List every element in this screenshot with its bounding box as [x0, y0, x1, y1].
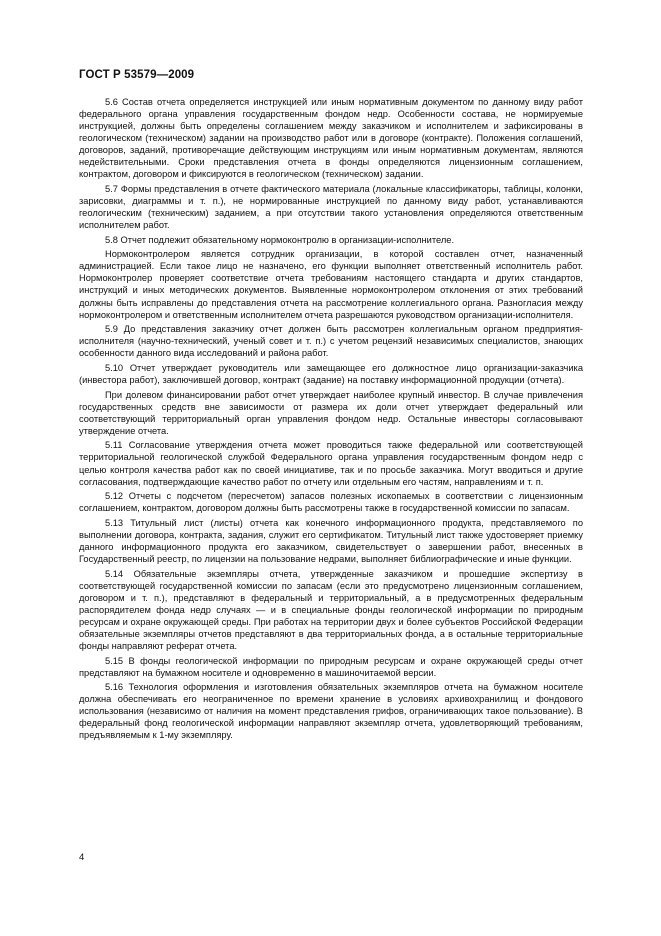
- paragraph-shared-financing: При долевом финансировании работ отчет утверждает наиболее крупный инвестор. В случае привлечения государственных средств вне зависимости от размера их доли отчет утверждает федеральный или соответствующий территориальный орган управления фондом недр. Остальные инвесторы согласовывают утверждение отчета.: [79, 389, 583, 436]
- page-number: 4: [79, 852, 85, 863]
- paragraph-5-16: 5.16 Технология оформления и изготовления обязательных экземпляров отчета на бумажном носителе должна обеспечивать его неограниченное по времени хранение в условиях архивохранилищ и фондового использования (независимо от наличия на момент представления грифов, ограничивающих такое пользование). В федеральный фонд геологической информации направляют экземпляр отчета, удовлетворяющий требованиям, предъявляемым к 1-му экземпляру.: [79, 682, 583, 741]
- paragraph-5-8: 5.8 Отчет подлежит обязательному нормоконтролю в организации-исполнителе.: [105, 234, 455, 245]
- paragraph-5-13: 5.13 Титульный лист (листы) отчета как конечного информационного продукта, представляемого по выполнении договора, контракта, задания, служит его сертификатом. Титульный лист также удостоверяет приемку данного информационного продукта его заказчиком, свидетельствует о завершении работ, внесенных в Государственный реестр, по лицензии на пользование недрами, выполняет библиографические и иные функции.: [79, 517, 583, 565]
- paragraph-5-9: 5.9 До представления заказчику отчет должен быть рассмотрен коллегиальным органом предприятия-исполнителя (научно-технический, ученый совет и т. п.) с учетом рецензий независимых специалистов, знающих особенности данного вида исследований и района работ.: [79, 324, 583, 359]
- paragraph-5-6: 5.6 Состав отчета определяется инструкцией или иным нормативным документом по данному виду работ федерального органа управления государственным фондом недр. Особенности состава, не нормируемые инструкцией, должны быть определены соглашением между заказчиком и исполнителем и зафиксированы в геологическом (техническом) задании на производство работ или в договоре (контракте). Положения соглашений, договоров, заданий, противоречащие действующим инструкциям или иным нормативным документам, являются недействительными. Сроки представления отчета в фонды определяются лицензионным соглашением, контрактом, договором и фиксируются в геологическом (техническом) задании.: [79, 97, 583, 180]
- paragraph-5-15: 5.15 В фонды геологической информации по природным ресурсам и охране окружающей среды отчет представляют на бумажном носителе и одновременно в машиночитаемой версии.: [79, 655, 583, 678]
- paragraph-5-14: 5.14 Обязательные экземпляры отчета, утвержденные заказчиком и прошедшие экспертизу в соответствующей государственной комиссии по запасам (если это предусмотрено лицензионным соглашением, договором и т. п.), представляют в федеральный и территориальный, а в предусмотренных федеральным распорядителем фонда недр случаях — и в специальные фонды геологической информации по природным ресурсам и охране окружающей среды. При работах на территории двух и более субъектов Российской Федерации обязательные экземпляры отчетов представляют в два территориальных фонда, а в остальные территориальные фонды направляют реферат отчета.: [79, 568, 583, 651]
- document-body: [79, 96, 583, 742]
- paragraph-5-11: 5.11 Согласование утверждения отчета может проводиться также федеральной или соответствующей территориальной геологической службой Федерального органа управления государственным фондом недр с целью контроля качества работ как по своей инициативе, так и по просьбе заказчика. Могут вводиться и другие согласования, подтверждающие качество работ по отчету или отдельным его частям, направлениям и т. п.: [79, 440, 583, 487]
- paragraph-5-12: 5.12 Отчеты с подсчетом (пересчетом) запасов полезных ископаемых в соответствии с лицензионным соглашением, контрактом, договором должны быть рассмотрены также в государственной комиссии по запасам.: [79, 491, 583, 514]
- paragraph-5-10: 5.10 Отчет утверждает руководитель или замещающее его должностное лицо организации-заказчика (инвестора работ), заключившей договор, контракт (задание) на поставку информационной продукции (отчета).: [79, 362, 583, 385]
- paragraph-normocontrol: Нормоконтролером является сотрудник организации, в которой составлен отчет, назначенный администрацией. Если такое лицо не назначено, его функции выполняет ответственный исполнитель работ. Нормоконтролер проверяет соответствие отчета требованиям настоящего стандарта и других стандартов, инструкций и иных методических документов. Выявленные нормоконтролером отклонения от этих требований должны быть исправлены до представления отчета на рассмотрение коллегиального органа. Разногласия между нормоконтролером и ответственным исполнителем отчета разрешаются руководством организации-исполнителя.: [79, 249, 583, 320]
- document-header: ГОСТ Р 53579—2009: [79, 69, 195, 81]
- paragraph-5-7: 5.7 Формы представления в отчете фактического материала (локальные классификаторы, таблицы, колонки, зарисовки, диаграммы и т. п.), не нормированные инструкцией по данному виду работ, устанавливаются геологическим (техническим) заданием, а при отсутствии такого установления определяются ответственным исполнителем работ.: [79, 183, 583, 231]
